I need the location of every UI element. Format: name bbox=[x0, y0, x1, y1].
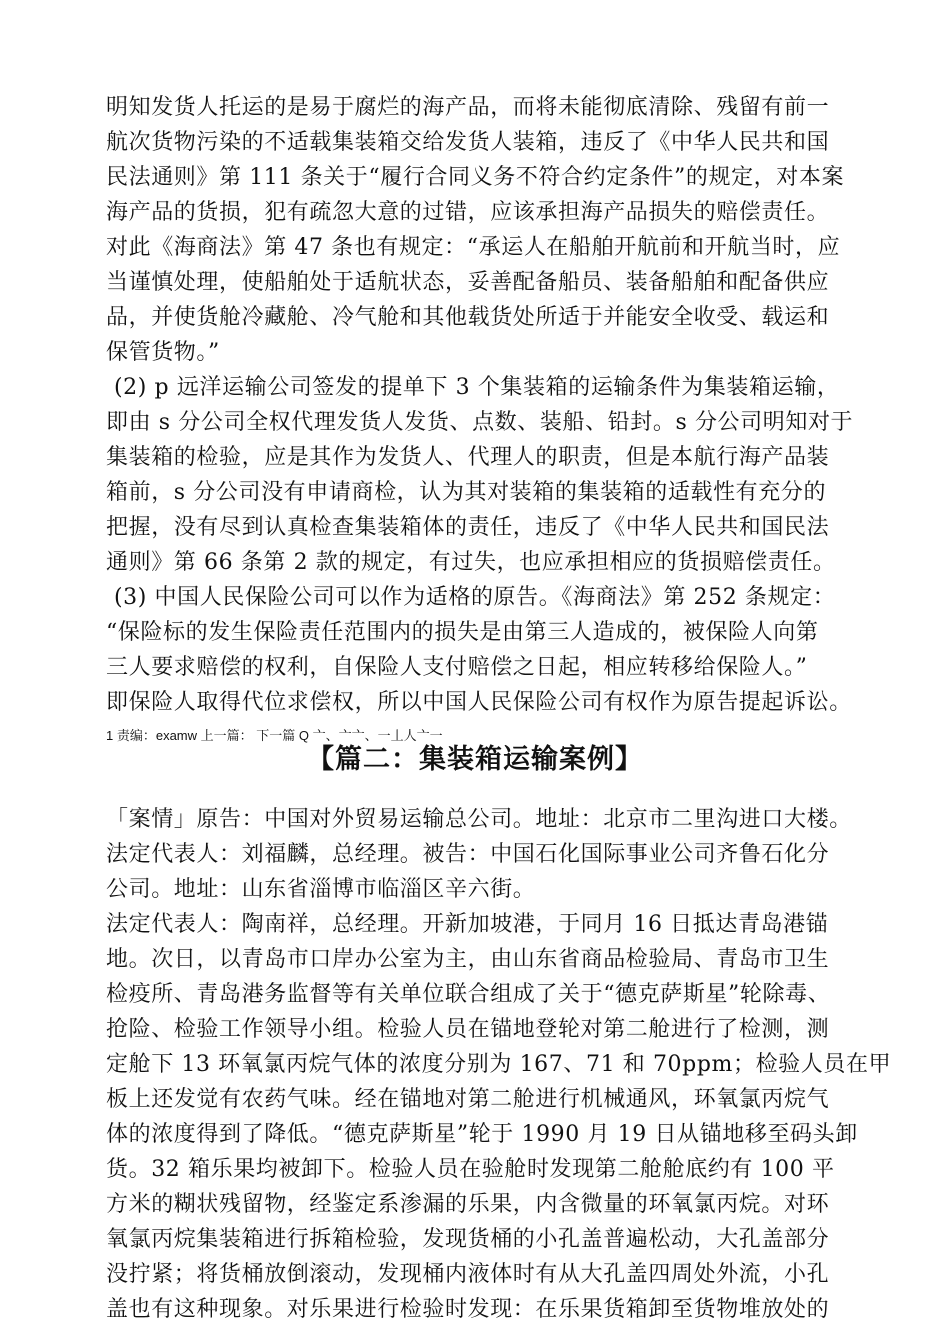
paragraph-line: 氧氯丙烷集装箱进行拆箱检验，发现货桶的小孔盖普遍松动，大孔盖部分 bbox=[106, 1227, 830, 1252]
paragraph-line: 把握，没有尽到认真检查集装箱体的责任，违反了《中华人民共和国民法 bbox=[106, 515, 830, 540]
paragraph-line: “保险标的发生保险责任范围内的损失是由第三人造成的，被保险人向第 bbox=[106, 620, 819, 645]
paragraph-line: 通则》第 66 条第 2 款的规定，有过失，也应承担相应的货损赔偿责任。 bbox=[106, 550, 836, 575]
paragraph-line: 品，并使货舱冷藏舱、冷气舱和其他载货处所适于并能安全收受、载运和 bbox=[106, 305, 830, 330]
paragraph-line: 盖也有这种现象。对乐果进行检验时发现：在乐果货箱卸至货物堆放处的 bbox=[106, 1297, 830, 1322]
paragraph-line: 公司。地址：山东省淄博市临淄区辛六街。 bbox=[106, 877, 536, 902]
paragraph-line: 明知发货人托运的是易于腐烂的海产品，而将未能彻底清除、残留有前一 bbox=[106, 95, 830, 120]
paragraph-line: 没拧紧；将货桶放倒滚动，发现桶内液体时有从大孔盖四周处外流，小孔 bbox=[106, 1262, 830, 1287]
paragraph-line: 三人要求赔偿的权利，自保险人支付赔偿之日起，相应转移给保险人。” bbox=[106, 655, 808, 680]
paragraph-line: 货。32 箱乐果均被卸下。检验人员在验舱时发现第二舱舱底约有 100 平 bbox=[106, 1157, 835, 1182]
paragraph-line: 航次货物污染的不适载集装箱交给发货人装箱，违反了《中华人民共和国 bbox=[106, 130, 830, 155]
paragraph-line: 民法通则》第 111 条关于“履行合同义务不符合约定条件”的规定，对本案 bbox=[106, 165, 845, 190]
editor-footer-line: 1 责编：examw 上一篇： 下一篇 Q 亠、亠亠、一丄人亠一 bbox=[106, 728, 443, 743]
paragraph-line: 地。次日，以青岛市口岸办公室为主，由山东省商品检验局、青岛市卫生 bbox=[106, 947, 830, 972]
paragraph-line: 当谨慎处理，使船舶处于适航状态，妥善配备船员、装备船舶和配备供应 bbox=[106, 270, 830, 295]
paragraph-line: 抢险、检验工作领导小组。检验人员在锚地登轮对第二舱进行了检测，测 bbox=[106, 1017, 830, 1042]
paragraph-line: 集装箱的检验，应是其作为发货人、代理人的职责，但是本航行海产品装 bbox=[106, 445, 830, 470]
paragraph-line: 海产品的货损，犯有疏忽大意的过错，应该承担海产品损失的赔偿责任。 bbox=[106, 200, 830, 225]
paragraph-line: 板上还发觉有农药气味。经在锚地对第二舱进行机械通风，环氧氯丙烷气 bbox=[106, 1087, 830, 1112]
paragraph-line: 法定代表人：陶南祥，总经理。开新加坡港，于同月 16 日抵达青岛港锚 bbox=[106, 912, 829, 937]
paragraph-line: 箱前，s 分公司没有申请商检，认为其对装箱的集装箱的适载性有充分的 bbox=[106, 480, 827, 505]
paragraph-line: 即由 s 分公司全权代理发货人发货、点数、装船、铅封。s 分公司明知对于 bbox=[106, 410, 854, 435]
paragraph-line: 即保险人取得代位求偿权，所以中国人民保险公司有权作为原告提起诉讼。 bbox=[106, 690, 852, 715]
paragraph-line: 检疫所、青岛港务监督等有关单位联合组成了关于“德克萨斯星”轮除毒、 bbox=[106, 982, 831, 1007]
paragraph-line: 体的浓度得到了降低。“德克萨斯星”轮于 1990 月 19 日从锚地移至码头卸 bbox=[106, 1122, 858, 1147]
paragraph-line: (2) p 远洋运输公司签发的提单下 3 个集装箱的运输条件为集装箱运输， bbox=[114, 375, 840, 400]
paragraph-line: 保管货物。” bbox=[106, 340, 220, 365]
paragraph-line: (3) 中国人民保险公司可以作为适格的原告。《海商法》第 252 条规定： bbox=[114, 585, 836, 610]
section-heading: 【篇二：集装箱运输案例】 bbox=[307, 744, 643, 775]
paragraph-line: 「案情」原告：中国对外贸易运输总公司。地址：北京市二里沟进口大楼。 bbox=[106, 807, 852, 832]
paragraph-line: 法定代表人：刘福麟，总经理。被告：中国石化国际事业公司齐鲁石化分 bbox=[106, 842, 830, 867]
paragraph-line: 对此《海商法》第 47 条也有规定：“承运人在船舶开航前和开航当时，应 bbox=[106, 235, 841, 260]
paragraph-line: 定舱下 13 环氧氯丙烷气体的浓度分别为 167、71 和 70ppm；检验人员在甲 bbox=[106, 1052, 892, 1077]
paragraph-line: 方米的糊状残留物，经鉴定系渗漏的乐果，内含微量的环氧氯丙烷。对环 bbox=[106, 1192, 830, 1217]
